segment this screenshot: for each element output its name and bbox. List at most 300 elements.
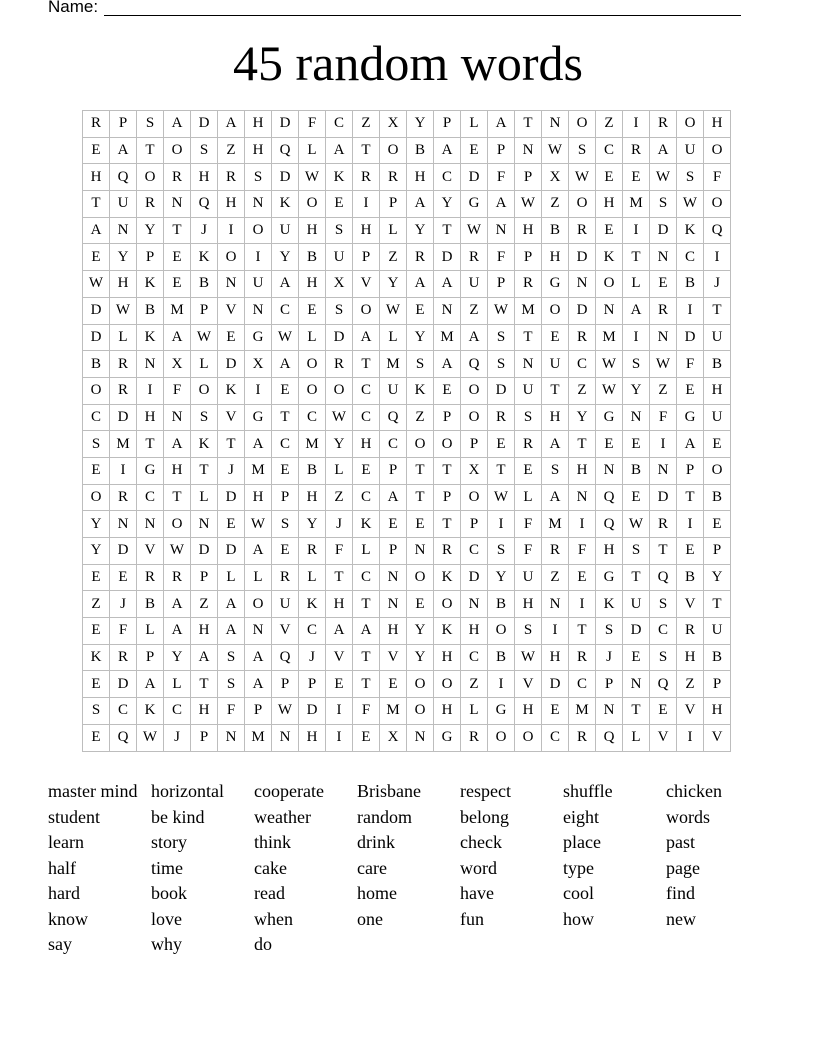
- grid-cell[interactable]: T: [515, 325, 542, 352]
- grid-cell[interactable]: L: [110, 325, 137, 352]
- grid-cell[interactable]: C: [137, 485, 164, 512]
- grid-cell[interactable]: Y: [488, 565, 515, 592]
- grid-cell[interactable]: K: [137, 271, 164, 298]
- grid-cell[interactable]: A: [164, 618, 191, 645]
- grid-cell[interactable]: A: [164, 591, 191, 618]
- grid-cell[interactable]: E: [110, 565, 137, 592]
- grid-cell[interactable]: A: [245, 431, 272, 458]
- grid-cell[interactable]: O: [542, 298, 569, 325]
- grid-cell[interactable]: X: [326, 271, 353, 298]
- grid-cell[interactable]: W: [569, 164, 596, 191]
- grid-cell[interactable]: W: [596, 378, 623, 405]
- grid-cell[interactable]: R: [110, 378, 137, 405]
- grid-cell[interactable]: R: [164, 565, 191, 592]
- grid-cell[interactable]: H: [434, 645, 461, 672]
- grid-cell[interactable]: I: [542, 618, 569, 645]
- grid-cell[interactable]: T: [677, 485, 704, 512]
- grid-cell[interactable]: V: [218, 405, 245, 432]
- grid-cell[interactable]: C: [299, 405, 326, 432]
- grid-cell[interactable]: R: [461, 244, 488, 271]
- grid-cell[interactable]: N: [650, 458, 677, 485]
- grid-cell[interactable]: T: [650, 538, 677, 565]
- grid-cell[interactable]: G: [245, 325, 272, 352]
- grid-cell[interactable]: R: [434, 538, 461, 565]
- grid-cell[interactable]: A: [542, 485, 569, 512]
- grid-cell[interactable]: E: [353, 725, 380, 752]
- grid-cell[interactable]: C: [353, 565, 380, 592]
- grid-cell[interactable]: E: [407, 591, 434, 618]
- grid-cell[interactable]: M: [110, 431, 137, 458]
- grid-cell[interactable]: S: [326, 218, 353, 245]
- grid-cell[interactable]: O: [83, 485, 110, 512]
- grid-cell[interactable]: O: [407, 698, 434, 725]
- grid-cell[interactable]: F: [515, 538, 542, 565]
- grid-cell[interactable]: E: [353, 458, 380, 485]
- grid-cell[interactable]: I: [110, 458, 137, 485]
- grid-cell[interactable]: N: [245, 298, 272, 325]
- grid-cell[interactable]: U: [380, 378, 407, 405]
- grid-cell[interactable]: T: [137, 431, 164, 458]
- grid-cell[interactable]: M: [542, 511, 569, 538]
- grid-cell[interactable]: T: [164, 485, 191, 512]
- grid-cell[interactable]: O: [434, 671, 461, 698]
- grid-cell[interactable]: N: [272, 725, 299, 752]
- grid-cell[interactable]: H: [299, 725, 326, 752]
- grid-cell[interactable]: R: [623, 138, 650, 165]
- grid-cell[interactable]: N: [164, 405, 191, 432]
- grid-cell[interactable]: E: [407, 298, 434, 325]
- grid-cell[interactable]: P: [191, 565, 218, 592]
- grid-cell[interactable]: Q: [704, 218, 731, 245]
- grid-cell[interactable]: V: [650, 725, 677, 752]
- grid-cell[interactable]: V: [272, 618, 299, 645]
- grid-cell[interactable]: F: [164, 378, 191, 405]
- grid-cell[interactable]: Y: [569, 405, 596, 432]
- grid-cell[interactable]: I: [218, 218, 245, 245]
- grid-cell[interactable]: E: [83, 671, 110, 698]
- grid-cell[interactable]: W: [623, 511, 650, 538]
- grid-cell[interactable]: P: [677, 458, 704, 485]
- grid-cell[interactable]: P: [704, 671, 731, 698]
- grid-cell[interactable]: P: [137, 244, 164, 271]
- grid-cell[interactable]: P: [110, 111, 137, 138]
- grid-cell[interactable]: J: [596, 645, 623, 672]
- grid-cell[interactable]: M: [245, 725, 272, 752]
- grid-cell[interactable]: W: [191, 325, 218, 352]
- grid-cell[interactable]: Y: [434, 191, 461, 218]
- grid-cell[interactable]: Z: [461, 298, 488, 325]
- grid-cell[interactable]: A: [272, 271, 299, 298]
- grid-cell[interactable]: W: [461, 218, 488, 245]
- grid-cell[interactable]: R: [137, 565, 164, 592]
- grid-cell[interactable]: S: [623, 538, 650, 565]
- grid-cell[interactable]: D: [569, 298, 596, 325]
- grid-cell[interactable]: H: [515, 218, 542, 245]
- grid-cell[interactable]: T: [623, 698, 650, 725]
- grid-cell[interactable]: H: [245, 111, 272, 138]
- grid-cell[interactable]: E: [164, 244, 191, 271]
- grid-cell[interactable]: A: [488, 191, 515, 218]
- grid-cell[interactable]: P: [353, 244, 380, 271]
- grid-cell[interactable]: E: [569, 565, 596, 592]
- grid-cell[interactable]: D: [191, 538, 218, 565]
- grid-cell[interactable]: R: [542, 538, 569, 565]
- grid-cell[interactable]: R: [569, 645, 596, 672]
- grid-cell[interactable]: T: [191, 671, 218, 698]
- grid-cell[interactable]: L: [218, 565, 245, 592]
- grid-cell[interactable]: P: [191, 725, 218, 752]
- grid-cell[interactable]: W: [515, 191, 542, 218]
- grid-cell[interactable]: F: [569, 538, 596, 565]
- grid-cell[interactable]: U: [110, 191, 137, 218]
- grid-cell[interactable]: S: [488, 351, 515, 378]
- grid-cell[interactable]: T: [353, 138, 380, 165]
- grid-cell[interactable]: D: [650, 485, 677, 512]
- grid-cell[interactable]: A: [218, 111, 245, 138]
- grid-cell[interactable]: L: [299, 565, 326, 592]
- grid-cell[interactable]: I: [650, 431, 677, 458]
- grid-cell[interactable]: R: [299, 538, 326, 565]
- grid-cell[interactable]: B: [704, 351, 731, 378]
- grid-cell[interactable]: S: [596, 618, 623, 645]
- grid-cell[interactable]: H: [245, 485, 272, 512]
- grid-cell[interactable]: R: [569, 218, 596, 245]
- grid-cell[interactable]: E: [164, 271, 191, 298]
- grid-cell[interactable]: O: [596, 271, 623, 298]
- grid-cell[interactable]: K: [272, 191, 299, 218]
- grid-cell[interactable]: H: [110, 271, 137, 298]
- grid-cell[interactable]: O: [326, 378, 353, 405]
- grid-cell[interactable]: Q: [650, 565, 677, 592]
- grid-cell[interactable]: R: [83, 111, 110, 138]
- grid-cell[interactable]: O: [461, 405, 488, 432]
- grid-cell[interactable]: H: [299, 485, 326, 512]
- grid-cell[interactable]: R: [272, 565, 299, 592]
- grid-cell[interactable]: E: [83, 244, 110, 271]
- grid-cell[interactable]: P: [434, 485, 461, 512]
- grid-cell[interactable]: B: [299, 458, 326, 485]
- grid-cell[interactable]: A: [353, 325, 380, 352]
- grid-cell[interactable]: L: [380, 325, 407, 352]
- grid-cell[interactable]: T: [83, 191, 110, 218]
- grid-cell[interactable]: B: [299, 244, 326, 271]
- grid-cell[interactable]: O: [461, 378, 488, 405]
- grid-cell[interactable]: U: [515, 378, 542, 405]
- grid-cell[interactable]: S: [677, 164, 704, 191]
- grid-cell[interactable]: L: [326, 458, 353, 485]
- grid-cell[interactable]: Y: [110, 244, 137, 271]
- grid-cell[interactable]: E: [461, 138, 488, 165]
- grid-cell[interactable]: H: [569, 458, 596, 485]
- grid-cell[interactable]: W: [542, 138, 569, 165]
- grid-cell[interactable]: A: [164, 325, 191, 352]
- grid-cell[interactable]: C: [650, 618, 677, 645]
- grid-cell[interactable]: O: [164, 511, 191, 538]
- grid-cell[interactable]: H: [542, 244, 569, 271]
- grid-cell[interactable]: T: [434, 458, 461, 485]
- grid-cell[interactable]: K: [596, 244, 623, 271]
- grid-cell[interactable]: I: [569, 591, 596, 618]
- grid-cell[interactable]: H: [299, 218, 326, 245]
- grid-cell[interactable]: I: [245, 378, 272, 405]
- grid-cell[interactable]: C: [353, 405, 380, 432]
- grid-cell[interactable]: N: [515, 138, 542, 165]
- grid-cell[interactable]: D: [272, 111, 299, 138]
- grid-cell[interactable]: C: [569, 351, 596, 378]
- grid-cell[interactable]: U: [623, 591, 650, 618]
- grid-cell[interactable]: S: [218, 645, 245, 672]
- grid-cell[interactable]: R: [164, 164, 191, 191]
- grid-cell[interactable]: B: [704, 645, 731, 672]
- grid-cell[interactable]: O: [407, 671, 434, 698]
- grid-cell[interactable]: O: [83, 378, 110, 405]
- grid-cell[interactable]: W: [110, 298, 137, 325]
- grid-cell[interactable]: N: [542, 111, 569, 138]
- grid-cell[interactable]: T: [542, 378, 569, 405]
- grid-cell[interactable]: B: [488, 591, 515, 618]
- grid-cell[interactable]: L: [623, 271, 650, 298]
- grid-cell[interactable]: Q: [650, 671, 677, 698]
- grid-cell[interactable]: L: [380, 218, 407, 245]
- grid-cell[interactable]: H: [434, 698, 461, 725]
- grid-cell[interactable]: S: [191, 405, 218, 432]
- grid-cell[interactable]: P: [191, 298, 218, 325]
- grid-cell[interactable]: U: [542, 351, 569, 378]
- grid-cell[interactable]: O: [137, 164, 164, 191]
- grid-cell[interactable]: L: [623, 725, 650, 752]
- grid-cell[interactable]: M: [380, 698, 407, 725]
- grid-cell[interactable]: T: [407, 485, 434, 512]
- grid-cell[interactable]: T: [353, 351, 380, 378]
- grid-cell[interactable]: V: [515, 671, 542, 698]
- grid-cell[interactable]: S: [245, 164, 272, 191]
- grid-cell[interactable]: S: [515, 405, 542, 432]
- grid-cell[interactable]: M: [245, 458, 272, 485]
- grid-cell[interactable]: P: [461, 431, 488, 458]
- grid-cell[interactable]: R: [218, 164, 245, 191]
- grid-cell[interactable]: B: [83, 351, 110, 378]
- grid-cell[interactable]: L: [461, 698, 488, 725]
- grid-cell[interactable]: S: [137, 111, 164, 138]
- grid-cell[interactable]: W: [488, 298, 515, 325]
- grid-cell[interactable]: D: [434, 244, 461, 271]
- grid-cell[interactable]: R: [380, 164, 407, 191]
- grid-cell[interactable]: R: [137, 191, 164, 218]
- grid-cell[interactable]: W: [650, 164, 677, 191]
- grid-cell[interactable]: Q: [596, 725, 623, 752]
- grid-cell[interactable]: O: [569, 191, 596, 218]
- grid-cell[interactable]: U: [272, 591, 299, 618]
- grid-cell[interactable]: B: [677, 565, 704, 592]
- grid-cell[interactable]: N: [596, 298, 623, 325]
- grid-cell[interactable]: N: [110, 218, 137, 245]
- grid-cell[interactable]: H: [191, 618, 218, 645]
- grid-cell[interactable]: Y: [83, 538, 110, 565]
- grid-cell[interactable]: K: [218, 378, 245, 405]
- grid-cell[interactable]: H: [245, 138, 272, 165]
- grid-cell[interactable]: N: [461, 591, 488, 618]
- grid-cell[interactable]: Z: [191, 591, 218, 618]
- grid-cell[interactable]: E: [488, 431, 515, 458]
- grid-cell[interactable]: C: [353, 485, 380, 512]
- grid-cell[interactable]: T: [623, 244, 650, 271]
- grid-cell[interactable]: J: [704, 271, 731, 298]
- grid-cell[interactable]: B: [704, 485, 731, 512]
- grid-cell[interactable]: Y: [407, 325, 434, 352]
- grid-cell[interactable]: F: [218, 698, 245, 725]
- grid-cell[interactable]: A: [137, 671, 164, 698]
- grid-cell[interactable]: Z: [326, 485, 353, 512]
- grid-cell[interactable]: L: [137, 618, 164, 645]
- grid-cell[interactable]: D: [326, 325, 353, 352]
- grid-cell[interactable]: A: [326, 138, 353, 165]
- grid-cell[interactable]: O: [353, 298, 380, 325]
- grid-cell[interactable]: F: [650, 405, 677, 432]
- grid-cell[interactable]: L: [515, 485, 542, 512]
- grid-cell[interactable]: R: [650, 111, 677, 138]
- grid-cell[interactable]: H: [353, 218, 380, 245]
- grid-cell[interactable]: F: [488, 244, 515, 271]
- grid-cell[interactable]: N: [218, 725, 245, 752]
- grid-cell[interactable]: B: [623, 458, 650, 485]
- grid-cell[interactable]: R: [110, 351, 137, 378]
- grid-cell[interactable]: D: [218, 538, 245, 565]
- grid-cell[interactable]: B: [488, 645, 515, 672]
- grid-cell[interactable]: P: [488, 271, 515, 298]
- grid-cell[interactable]: N: [596, 698, 623, 725]
- grid-cell[interactable]: W: [164, 538, 191, 565]
- grid-cell[interactable]: G: [461, 191, 488, 218]
- grid-cell[interactable]: M: [515, 298, 542, 325]
- grid-cell[interactable]: W: [326, 405, 353, 432]
- grid-cell[interactable]: O: [704, 191, 731, 218]
- grid-cell[interactable]: Y: [272, 244, 299, 271]
- grid-cell[interactable]: O: [380, 138, 407, 165]
- grid-cell[interactable]: H: [137, 405, 164, 432]
- grid-cell[interactable]: D: [542, 671, 569, 698]
- grid-cell[interactable]: R: [110, 645, 137, 672]
- grid-cell[interactable]: P: [380, 191, 407, 218]
- grid-cell[interactable]: Z: [380, 244, 407, 271]
- grid-cell[interactable]: N: [245, 618, 272, 645]
- grid-cell[interactable]: H: [596, 191, 623, 218]
- grid-cell[interactable]: E: [677, 538, 704, 565]
- grid-cell[interactable]: D: [650, 218, 677, 245]
- grid-cell[interactable]: E: [380, 671, 407, 698]
- grid-cell[interactable]: D: [218, 351, 245, 378]
- grid-cell[interactable]: B: [677, 271, 704, 298]
- grid-cell[interactable]: C: [434, 164, 461, 191]
- grid-cell[interactable]: N: [110, 511, 137, 538]
- grid-cell[interactable]: D: [569, 244, 596, 271]
- grid-cell[interactable]: B: [407, 138, 434, 165]
- grid-cell[interactable]: V: [353, 271, 380, 298]
- grid-cell[interactable]: Z: [596, 111, 623, 138]
- grid-cell[interactable]: D: [461, 565, 488, 592]
- grid-cell[interactable]: T: [191, 458, 218, 485]
- grid-cell[interactable]: N: [191, 511, 218, 538]
- grid-cell[interactable]: O: [677, 111, 704, 138]
- grid-cell[interactable]: N: [650, 325, 677, 352]
- grid-cell[interactable]: E: [650, 271, 677, 298]
- grid-cell[interactable]: H: [461, 618, 488, 645]
- grid-cell[interactable]: T: [137, 138, 164, 165]
- grid-cell[interactable]: A: [407, 271, 434, 298]
- grid-cell[interactable]: Y: [83, 511, 110, 538]
- grid-cell[interactable]: K: [299, 591, 326, 618]
- grid-cell[interactable]: W: [137, 725, 164, 752]
- grid-cell[interactable]: V: [218, 298, 245, 325]
- grid-cell[interactable]: W: [299, 164, 326, 191]
- grid-cell[interactable]: G: [596, 405, 623, 432]
- grid-cell[interactable]: R: [515, 271, 542, 298]
- grid-cell[interactable]: A: [407, 191, 434, 218]
- grid-cell[interactable]: D: [218, 485, 245, 512]
- grid-cell[interactable]: V: [326, 645, 353, 672]
- grid-cell[interactable]: A: [83, 218, 110, 245]
- grid-cell[interactable]: A: [218, 618, 245, 645]
- grid-cell[interactable]: T: [434, 218, 461, 245]
- grid-cell[interactable]: E: [596, 218, 623, 245]
- grid-cell[interactable]: H: [407, 164, 434, 191]
- grid-cell[interactable]: O: [569, 111, 596, 138]
- grid-cell[interactable]: S: [326, 298, 353, 325]
- grid-cell[interactable]: V: [677, 591, 704, 618]
- grid-cell[interactable]: L: [191, 351, 218, 378]
- grid-cell[interactable]: D: [299, 698, 326, 725]
- grid-cell[interactable]: L: [191, 485, 218, 512]
- grid-cell[interactable]: O: [407, 565, 434, 592]
- grid-cell[interactable]: E: [299, 298, 326, 325]
- grid-cell[interactable]: C: [569, 671, 596, 698]
- grid-cell[interactable]: Q: [110, 725, 137, 752]
- grid-cell[interactable]: H: [677, 645, 704, 672]
- grid-cell[interactable]: N: [623, 671, 650, 698]
- grid-cell[interactable]: I: [677, 511, 704, 538]
- grid-cell[interactable]: C: [380, 431, 407, 458]
- grid-cell[interactable]: S: [569, 138, 596, 165]
- grid-cell[interactable]: H: [191, 164, 218, 191]
- grid-cell[interactable]: R: [488, 405, 515, 432]
- grid-cell[interactable]: T: [326, 565, 353, 592]
- grid-cell[interactable]: E: [272, 378, 299, 405]
- grid-cell[interactable]: N: [623, 405, 650, 432]
- grid-cell[interactable]: C: [272, 298, 299, 325]
- grid-cell[interactable]: F: [677, 351, 704, 378]
- grid-cell[interactable]: S: [218, 671, 245, 698]
- grid-cell[interactable]: Z: [461, 671, 488, 698]
- grid-cell[interactable]: C: [542, 725, 569, 752]
- grid-cell[interactable]: S: [650, 645, 677, 672]
- grid-cell[interactable]: E: [596, 431, 623, 458]
- grid-cell[interactable]: S: [272, 511, 299, 538]
- grid-cell[interactable]: H: [83, 164, 110, 191]
- grid-cell[interactable]: H: [299, 271, 326, 298]
- grid-cell[interactable]: Y: [704, 565, 731, 592]
- grid-cell[interactable]: C: [677, 244, 704, 271]
- grid-cell[interactable]: N: [164, 191, 191, 218]
- grid-cell[interactable]: P: [245, 698, 272, 725]
- grid-cell[interactable]: T: [272, 405, 299, 432]
- grid-cell[interactable]: W: [380, 298, 407, 325]
- grid-cell[interactable]: A: [542, 431, 569, 458]
- grid-cell[interactable]: G: [596, 565, 623, 592]
- grid-cell[interactable]: R: [515, 431, 542, 458]
- grid-cell[interactable]: R: [407, 244, 434, 271]
- grid-cell[interactable]: Z: [650, 378, 677, 405]
- grid-cell[interactable]: A: [380, 485, 407, 512]
- grid-cell[interactable]: B: [542, 218, 569, 245]
